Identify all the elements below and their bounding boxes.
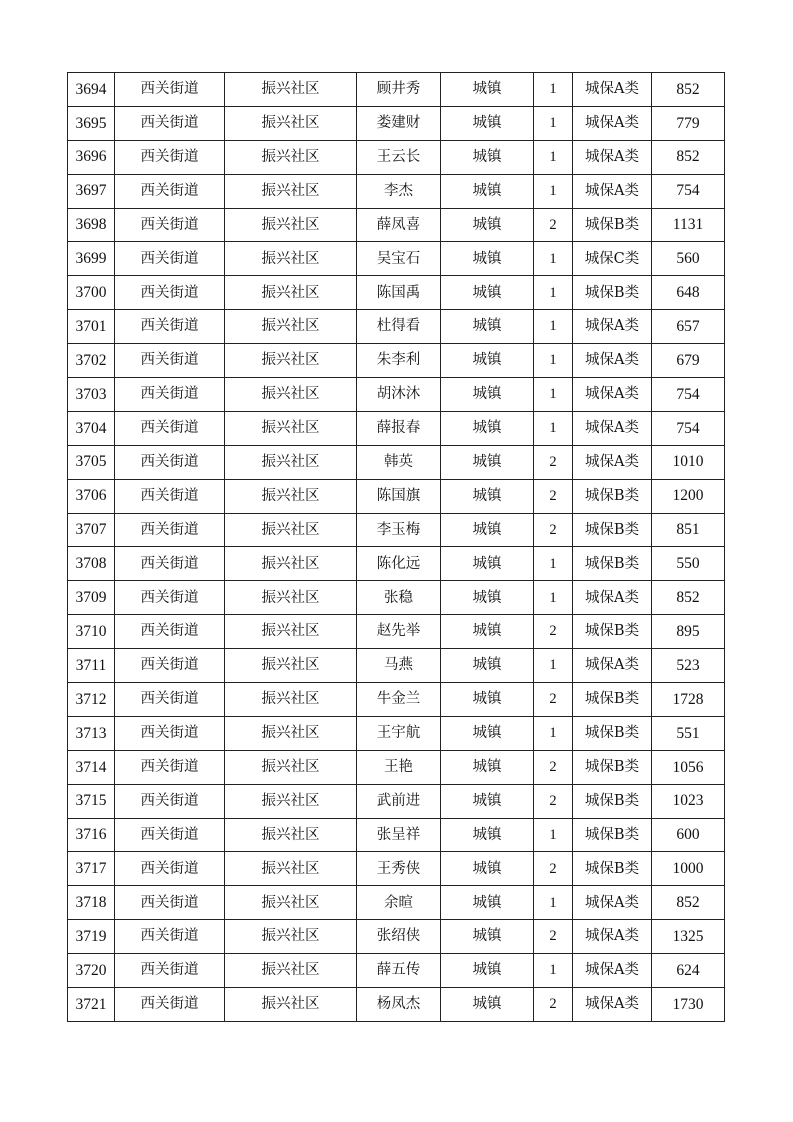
person-count-cell: 2 (534, 988, 573, 1022)
name-cell: 余暄 (357, 886, 441, 920)
street-cell: 西关街道 (115, 208, 225, 242)
person-count-cell: 1 (534, 411, 573, 445)
record-number-cell: 3721 (68, 988, 115, 1022)
table-row (68, 479, 725, 513)
table-row (68, 683, 725, 717)
household-type-cell: 城镇 (441, 818, 534, 852)
record-number-cell: 3695 (68, 106, 115, 140)
household-type-cell: 城镇 (441, 276, 534, 310)
community-cell: 振兴社区 (225, 615, 357, 649)
amount-cell: 560 (652, 242, 725, 276)
table-row (68, 750, 725, 784)
street-cell: 西关街道 (115, 242, 225, 276)
name-cell: 牛金兰 (357, 683, 441, 717)
amount-cell: 1728 (652, 683, 725, 717)
household-type-cell: 城镇 (441, 73, 534, 107)
amount-cell: 851 (652, 513, 725, 547)
record-number-cell: 3716 (68, 818, 115, 852)
category-cell: 城保A类 (573, 411, 652, 445)
community-cell: 振兴社区 (225, 649, 357, 683)
amount-cell: 1325 (652, 920, 725, 954)
amount-cell: 852 (652, 886, 725, 920)
community-cell: 振兴社区 (225, 479, 357, 513)
household-type-cell: 城镇 (441, 479, 534, 513)
community-cell: 振兴社区 (225, 344, 357, 378)
category-cell: 城保A类 (573, 886, 652, 920)
street-cell: 西关街道 (115, 479, 225, 513)
person-count-cell: 2 (534, 513, 573, 547)
community-cell: 振兴社区 (225, 920, 357, 954)
amount-cell: 657 (652, 310, 725, 344)
name-cell: 陈国旗 (357, 479, 441, 513)
household-type-cell: 城镇 (441, 683, 534, 717)
community-cell: 振兴社区 (225, 242, 357, 276)
person-count-cell: 2 (534, 445, 573, 479)
record-number-cell: 3703 (68, 378, 115, 412)
record-number-cell: 3711 (68, 649, 115, 683)
name-cell: 韩英 (357, 445, 441, 479)
community-cell: 振兴社区 (225, 411, 357, 445)
person-count-cell: 2 (534, 920, 573, 954)
table-row (68, 615, 725, 649)
record-number-cell: 3707 (68, 513, 115, 547)
community-cell: 振兴社区 (225, 683, 357, 717)
street-cell: 西关街道 (115, 615, 225, 649)
street-cell: 西关街道 (115, 716, 225, 750)
amount-cell: 624 (652, 954, 725, 988)
name-cell: 武前进 (357, 784, 441, 818)
amount-cell: 1000 (652, 852, 725, 886)
record-number-cell: 3712 (68, 683, 115, 717)
table-row (68, 208, 725, 242)
household-type-cell: 城镇 (441, 310, 534, 344)
name-cell: 薛报春 (357, 411, 441, 445)
amount-cell: 779 (652, 106, 725, 140)
amount-cell: 600 (652, 818, 725, 852)
amount-cell: 895 (652, 615, 725, 649)
person-count-cell: 1 (534, 242, 573, 276)
record-number-cell: 3715 (68, 784, 115, 818)
table-row (68, 513, 725, 547)
community-cell: 振兴社区 (225, 513, 357, 547)
category-cell: 城保B类 (573, 479, 652, 513)
record-number-cell: 3706 (68, 479, 115, 513)
amount-cell: 1131 (652, 208, 725, 242)
person-count-cell: 2 (534, 615, 573, 649)
amount-cell: 1056 (652, 750, 725, 784)
household-type-cell: 城镇 (441, 988, 534, 1022)
street-cell: 西关街道 (115, 988, 225, 1022)
record-number-cell: 3696 (68, 140, 115, 174)
street-cell: 西关街道 (115, 344, 225, 378)
table-row (68, 106, 725, 140)
category-cell: 城保A类 (573, 581, 652, 615)
household-type-cell: 城镇 (441, 886, 534, 920)
amount-cell: 1730 (652, 988, 725, 1022)
category-cell: 城保B类 (573, 547, 652, 581)
street-cell: 西关街道 (115, 276, 225, 310)
household-type-cell: 城镇 (441, 106, 534, 140)
name-cell: 张绍侠 (357, 920, 441, 954)
category-cell: 城保B类 (573, 615, 652, 649)
person-count-cell: 1 (534, 378, 573, 412)
record-number-cell: 3719 (68, 920, 115, 954)
street-cell: 西关街道 (115, 920, 225, 954)
person-count-cell: 1 (534, 276, 573, 310)
person-count-cell: 1 (534, 581, 573, 615)
community-cell: 振兴社区 (225, 784, 357, 818)
amount-cell: 754 (652, 378, 725, 412)
name-cell: 王艳 (357, 750, 441, 784)
street-cell: 西关街道 (115, 649, 225, 683)
category-cell: 城保A类 (573, 106, 652, 140)
household-type-cell: 城镇 (441, 445, 534, 479)
street-cell: 西关街道 (115, 513, 225, 547)
name-cell: 李玉梅 (357, 513, 441, 547)
category-cell: 城保B类 (573, 513, 652, 547)
household-type-cell: 城镇 (441, 716, 534, 750)
name-cell: 娄建财 (357, 106, 441, 140)
name-cell: 王宇航 (357, 716, 441, 750)
beneficiary-table (67, 72, 725, 1022)
street-cell: 西关街道 (115, 73, 225, 107)
community-cell: 振兴社区 (225, 140, 357, 174)
record-number-cell: 3718 (68, 886, 115, 920)
household-type-cell: 城镇 (441, 581, 534, 615)
household-type-cell: 城镇 (441, 649, 534, 683)
table-row (68, 310, 725, 344)
category-cell: 城保A类 (573, 445, 652, 479)
name-cell: 王秀侠 (357, 852, 441, 886)
name-cell: 李杰 (357, 174, 441, 208)
table-row (68, 920, 725, 954)
name-cell: 朱李利 (357, 344, 441, 378)
table-row (68, 852, 725, 886)
category-cell: 城保B类 (573, 818, 652, 852)
record-number-cell: 3714 (68, 750, 115, 784)
category-cell: 城保A类 (573, 988, 652, 1022)
amount-cell: 550 (652, 547, 725, 581)
record-number-cell: 3704 (68, 411, 115, 445)
person-count-cell: 1 (534, 547, 573, 581)
amount-cell: 648 (652, 276, 725, 310)
community-cell: 振兴社区 (225, 547, 357, 581)
household-type-cell: 城镇 (441, 852, 534, 886)
amount-cell: 852 (652, 140, 725, 174)
person-count-cell: 1 (534, 73, 573, 107)
name-cell: 王云长 (357, 140, 441, 174)
category-cell: 城保B类 (573, 716, 652, 750)
record-number-cell: 3717 (68, 852, 115, 886)
record-number-cell: 3708 (68, 547, 115, 581)
table-row (68, 954, 725, 988)
street-cell: 西关街道 (115, 106, 225, 140)
amount-cell: 1200 (652, 479, 725, 513)
name-cell: 张呈祥 (357, 818, 441, 852)
household-type-cell: 城镇 (441, 750, 534, 784)
name-cell: 薛五传 (357, 954, 441, 988)
household-type-cell: 城镇 (441, 208, 534, 242)
table-row (68, 73, 725, 107)
household-type-cell: 城镇 (441, 242, 534, 276)
person-count-cell: 2 (534, 683, 573, 717)
name-cell: 赵先举 (357, 615, 441, 649)
table-body (68, 73, 725, 1022)
household-type-cell: 城镇 (441, 140, 534, 174)
amount-cell: 852 (652, 581, 725, 615)
category-cell: 城保A类 (573, 649, 652, 683)
person-count-cell: 1 (534, 649, 573, 683)
category-cell: 城保C类 (573, 242, 652, 276)
street-cell: 西关街道 (115, 886, 225, 920)
household-type-cell: 城镇 (441, 784, 534, 818)
amount-cell: 523 (652, 649, 725, 683)
person-count-cell: 2 (534, 852, 573, 886)
person-count-cell: 1 (534, 954, 573, 988)
table-row (68, 784, 725, 818)
category-cell: 城保A类 (573, 310, 652, 344)
record-number-cell: 3702 (68, 344, 115, 378)
table-row (68, 818, 725, 852)
community-cell: 振兴社区 (225, 750, 357, 784)
community-cell: 振兴社区 (225, 174, 357, 208)
name-cell: 吴宝石 (357, 242, 441, 276)
community-cell: 振兴社区 (225, 954, 357, 988)
community-cell: 振兴社区 (225, 208, 357, 242)
name-cell: 薛凤喜 (357, 208, 441, 242)
table-row (68, 174, 725, 208)
category-cell: 城保B类 (573, 276, 652, 310)
record-number-cell: 3701 (68, 310, 115, 344)
amount-cell: 754 (652, 174, 725, 208)
person-count-cell: 1 (534, 818, 573, 852)
community-cell: 振兴社区 (225, 378, 357, 412)
name-cell: 杜得看 (357, 310, 441, 344)
street-cell: 西关街道 (115, 310, 225, 344)
category-cell: 城保A类 (573, 954, 652, 988)
category-cell: 城保A类 (573, 378, 652, 412)
table-row (68, 988, 725, 1022)
record-number-cell: 3709 (68, 581, 115, 615)
person-count-cell: 1 (534, 174, 573, 208)
person-count-cell: 2 (534, 479, 573, 513)
street-cell: 西关街道 (115, 954, 225, 988)
community-cell: 振兴社区 (225, 988, 357, 1022)
community-cell: 振兴社区 (225, 818, 357, 852)
household-type-cell: 城镇 (441, 378, 534, 412)
record-number-cell: 3700 (68, 276, 115, 310)
name-cell: 张稳 (357, 581, 441, 615)
category-cell: 城保A类 (573, 73, 652, 107)
record-number-cell: 3705 (68, 445, 115, 479)
category-cell: 城保A类 (573, 174, 652, 208)
amount-cell: 551 (652, 716, 725, 750)
person-count-cell: 1 (534, 344, 573, 378)
amount-cell: 1023 (652, 784, 725, 818)
table-row (68, 276, 725, 310)
table-row (68, 581, 725, 615)
household-type-cell: 城镇 (441, 174, 534, 208)
person-count-cell: 1 (534, 140, 573, 174)
person-count-cell: 1 (534, 716, 573, 750)
person-count-cell: 2 (534, 784, 573, 818)
street-cell: 西关街道 (115, 140, 225, 174)
record-number-cell: 3713 (68, 716, 115, 750)
street-cell: 西关街道 (115, 445, 225, 479)
household-type-cell: 城镇 (441, 920, 534, 954)
table-row (68, 411, 725, 445)
community-cell: 振兴社区 (225, 106, 357, 140)
community-cell: 振兴社区 (225, 73, 357, 107)
table-row (68, 649, 725, 683)
person-count-cell: 2 (534, 208, 573, 242)
household-type-cell: 城镇 (441, 411, 534, 445)
record-number-cell: 3699 (68, 242, 115, 276)
household-type-cell: 城镇 (441, 615, 534, 649)
community-cell: 振兴社区 (225, 581, 357, 615)
table-row (68, 886, 725, 920)
person-count-cell: 1 (534, 106, 573, 140)
record-number-cell: 3710 (68, 615, 115, 649)
table-row (68, 716, 725, 750)
amount-cell: 679 (652, 344, 725, 378)
person-count-cell: 1 (534, 886, 573, 920)
household-type-cell: 城镇 (441, 954, 534, 988)
street-cell: 西关街道 (115, 174, 225, 208)
household-type-cell: 城镇 (441, 513, 534, 547)
street-cell: 西关街道 (115, 818, 225, 852)
category-cell: 城保B类 (573, 208, 652, 242)
person-count-cell: 1 (534, 310, 573, 344)
community-cell: 振兴社区 (225, 716, 357, 750)
name-cell: 胡沐沐 (357, 378, 441, 412)
street-cell: 西关街道 (115, 581, 225, 615)
name-cell: 陈国禹 (357, 276, 441, 310)
category-cell: 城保A类 (573, 920, 652, 954)
name-cell: 马燕 (357, 649, 441, 683)
street-cell: 西关街道 (115, 547, 225, 581)
category-cell: 城保A类 (573, 140, 652, 174)
category-cell: 城保B类 (573, 750, 652, 784)
record-number-cell: 3697 (68, 174, 115, 208)
street-cell: 西关街道 (115, 683, 225, 717)
household-type-cell: 城镇 (441, 344, 534, 378)
table-row (68, 445, 725, 479)
name-cell: 杨凤杰 (357, 988, 441, 1022)
amount-cell: 852 (652, 73, 725, 107)
record-number-cell: 3694 (68, 73, 115, 107)
category-cell: 城保B类 (573, 852, 652, 886)
household-type-cell: 城镇 (441, 547, 534, 581)
table-row (68, 378, 725, 412)
table-row (68, 140, 725, 174)
table-row (68, 344, 725, 378)
street-cell: 西关街道 (115, 750, 225, 784)
category-cell: 城保B类 (573, 784, 652, 818)
amount-cell: 1010 (652, 445, 725, 479)
record-number-cell: 3698 (68, 208, 115, 242)
community-cell: 振兴社区 (225, 445, 357, 479)
street-cell: 西关街道 (115, 852, 225, 886)
category-cell: 城保B类 (573, 683, 652, 717)
street-cell: 西关街道 (115, 411, 225, 445)
community-cell: 振兴社区 (225, 310, 357, 344)
name-cell: 陈化远 (357, 547, 441, 581)
community-cell: 振兴社区 (225, 886, 357, 920)
community-cell: 振兴社区 (225, 276, 357, 310)
street-cell: 西关街道 (115, 378, 225, 412)
person-count-cell: 2 (534, 750, 573, 784)
table-row (68, 242, 725, 276)
table-row (68, 547, 725, 581)
record-number-cell: 3720 (68, 954, 115, 988)
street-cell: 西关街道 (115, 784, 225, 818)
community-cell: 振兴社区 (225, 852, 357, 886)
category-cell: 城保A类 (573, 344, 652, 378)
amount-cell: 754 (652, 411, 725, 445)
name-cell: 顾井秀 (357, 73, 441, 107)
